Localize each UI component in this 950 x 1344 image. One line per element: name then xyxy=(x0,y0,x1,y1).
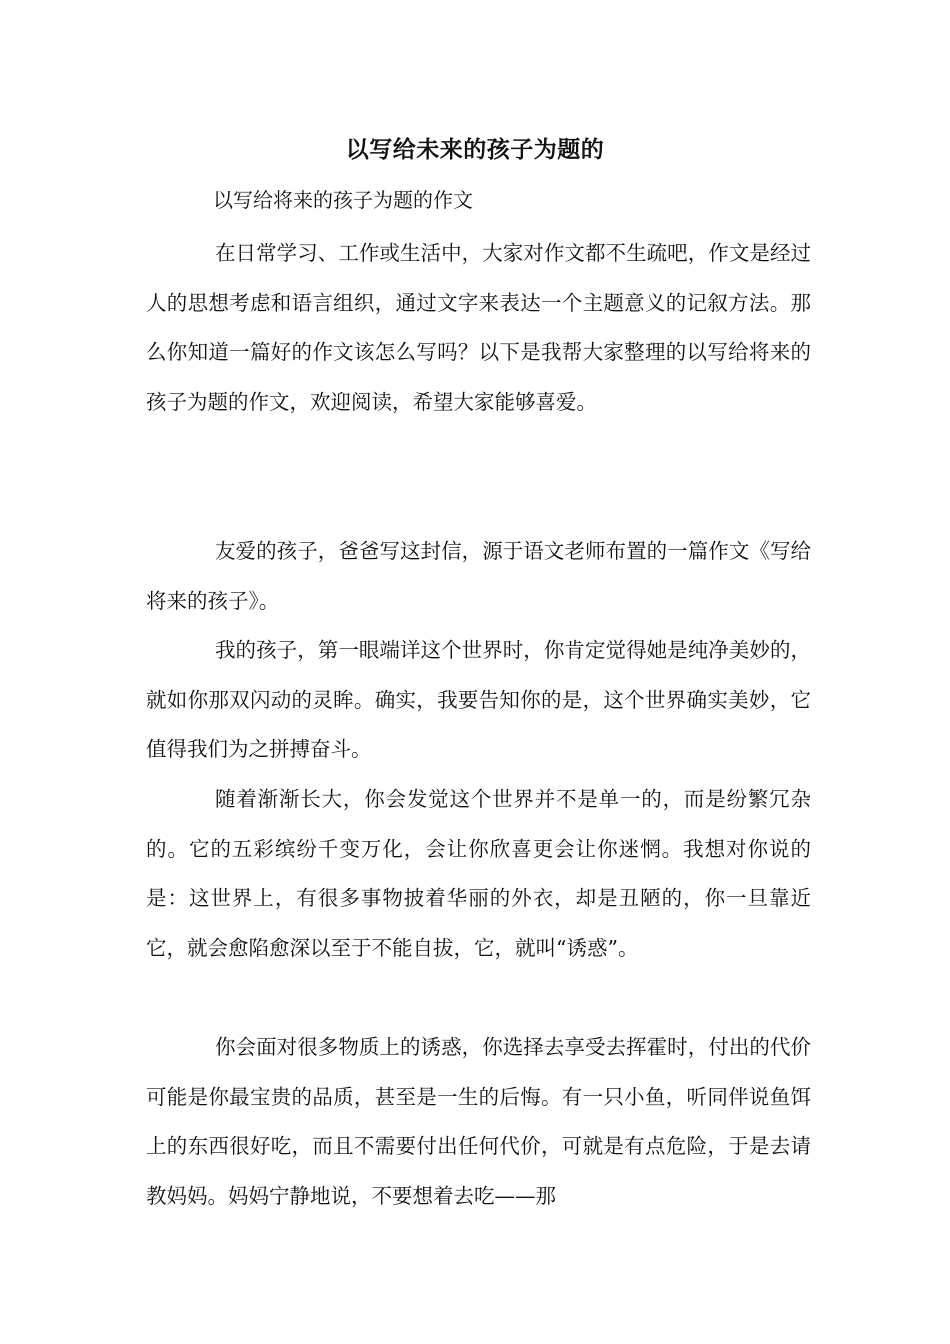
paragraph-5: 你会面对很多物质上的诱惑，你选择去享受去挥霍时，付出的代价可能是你最宝贵的品质，甚至是一生的后悔。有一只小鱼，听同伴说鱼饵上的东西很好吃，而且不需要付出任何代价，可就是有点危险，于是去请教妈妈。妈妈宁静地说，不要想着去吃——那 xyxy=(146,1035,811,1208)
document-title: 以写给未来的孩子为题的 xyxy=(345,136,605,163)
paragraph-4: 随着渐渐长大，你会发觉这个世界并不是单一的，而是纷繁冗杂的。它的五彩缤纷千变万化，会让你欣喜更会让你迷惘。我想对你说的是：这世界上，有很多事物披着华丽的外衣，却是丑陋的，你一旦靠近它，就会愈陷愈深以至于不能自拔，它，就叫“诱惑”。 xyxy=(146,787,811,960)
paragraph-3: 我的孩子，第一眼端详这个世界时，你肯定觉得她是纯净美妙的，就如你那双闪动的灵眸。确实，我要告知你的是，这个世界确实美妙，它值得我们为之拼搏奋斗。 xyxy=(146,638,811,761)
paragraph-2: 友爱的孩子，爸爸写这封信，源于语文老师布置的一篇作文《写给将来的孩子》。 xyxy=(146,539,811,613)
paragraph-1: 在日常学习、工作或生活中，大家对作文都不生疏吧，作文是经过人的思想考虑和语言组织，通过文字来表达一个主题意义的记叙方法。那么你知道一篇好的作文该怎么写吗？以下是我帮大家整理的以写给将来的孩子为题的作文，欢迎阅读，希望大家能够喜爱。 xyxy=(146,241,811,414)
document-subtitle: 以写给将来的孩子为题的作文 xyxy=(213,188,473,212)
